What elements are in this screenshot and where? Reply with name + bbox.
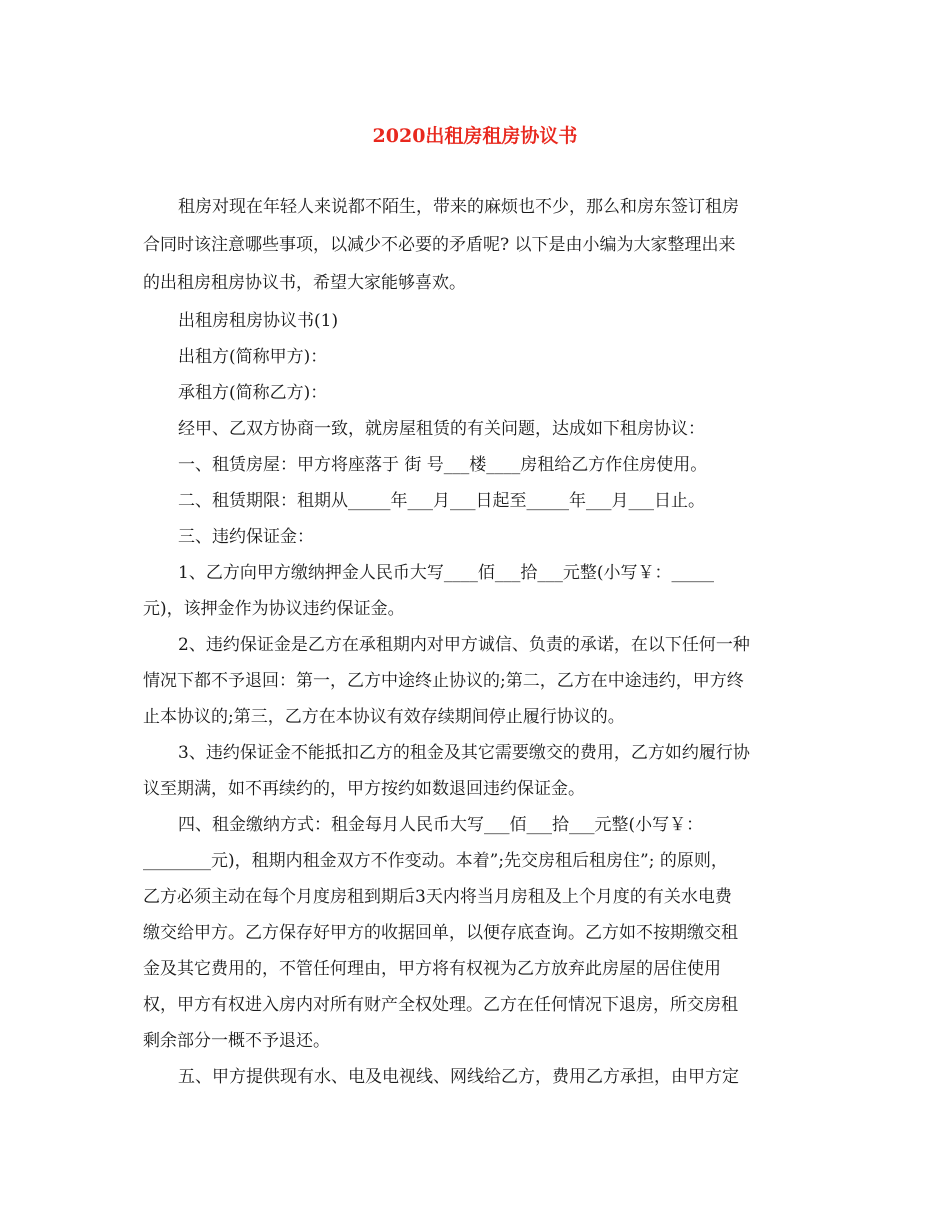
body-line: 金及其它费用的，不管任何理由，甲方将有权视为乙方放弃此房屋的居住使用 [143,959,721,979]
body-line: 元)，该押金作为协议违约保证金。 [143,599,405,619]
body-line: 一、租赁房屋：甲方将座落于 街 号___楼____房租给乙方作住房使用。 [178,455,708,475]
body-line: 三、违约保证金： [178,527,314,547]
body-line: 剩余部分一概不予退还。 [143,1031,330,1051]
body-line: 四、租金缴纳方式：租金每月人民币大写___佰___拾___元整(小写￥： [178,815,704,835]
body-line: ________元)，租期内租金双方不作变动。本着”;先交房租后租房住”; 的原则， [143,851,728,871]
body-line: 出租房租房协议书(1) [178,311,339,331]
body-line: 缴交给甲方。乙方保存好甲方的收据回单，以便存底查询。乙方如不按期缴交租 [143,923,738,943]
body-line: 二、租赁期限：租期从_____年___月___日起至_____年___月___日止。 [178,491,705,511]
body-line: 2、违约保证金是乙方在承租期内对甲方诚信、负责的承诺，在以下任何一种 [178,635,750,655]
body-line: 止本协议的;第三，乙方在本协议有效存续期间停止履行协议的。 [143,707,625,727]
body-line: 的出租房租房协议书，希望大家能够喜欢。 [143,273,466,293]
body-line: 议至期满，如不再续约的，甲方按约如数退回违约保证金。 [143,779,585,799]
body-line: 经甲、乙双方协商一致，就房屋租赁的有关问题，达成如下租房协议： [178,419,705,439]
body-line: 权，甲方有权进入房内对所有财产全权处理。乙方在任何情况下退房，所交房租 [143,995,738,1015]
body-line: 情况下都不予退回：第一，乙方中途终止协议的;第二，乙方在中途违约，甲方终 [143,671,744,691]
body-line: 合同时该注意哪些事项，以减少不必要的矛盾呢? 以下是由小编为大家整理出来 [143,235,736,255]
body-line: 1、乙方向甲方缴纳押金人民币大写____佰___拾___元整(小写￥：_____ [178,563,714,583]
body-line: 五、甲方提供现有水、电及电视线、网线给乙方，费用乙方承担，由甲方定 [178,1067,739,1087]
body-line: 3、违约保证金不能抵扣乙方的租金及其它需要缴交的费用，乙方如约履行协 [178,743,750,763]
document-title: 2020出租房租房协议书 [372,125,578,147]
body-line: 乙方必须主动在每个月度房租到期后3天内将当月房租及上个月度的有关水电费 [143,887,732,907]
body-line: 出租方(简称甲方)： [178,347,328,367]
body-line: 承租方(简称乙方)： [178,383,328,403]
body-line: 租房对现在年轻人来说都不陌生，带来的麻烦也不少，那么和房东签订租房 [178,197,739,217]
